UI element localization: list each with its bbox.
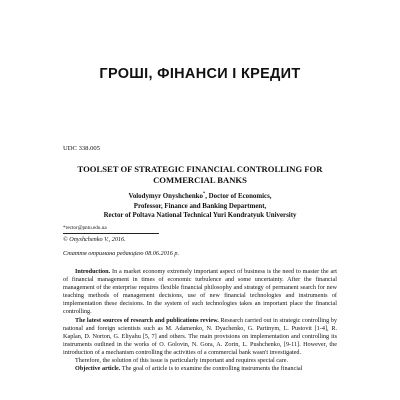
author-degree: , Doctor of Economics, (205, 193, 272, 200)
author-block (70, 192, 330, 221)
author-name-line (70, 192, 330, 202)
body-paragraph (63, 317, 337, 357)
paragraph-lead: The latest sources of research and publications review. (75, 316, 219, 324)
article-title-line: TOOLSET OF STRATEGIC FINANCIAL CONTROLLING FOR (77, 164, 323, 174)
article-title-line: COMMERCIAL BANKS (153, 175, 247, 185)
udc-code: UDC 338.005 (63, 145, 100, 152)
article-title (60, 164, 340, 186)
paragraph-text: In a market economy extremely important aspect of business is the need to master the art of financial management in times of economic turbulence and some uncertainty. After the financial management of the enterprise requires flexible financial philosophy and strategy of permanent search for new teaching methods of management decisions, use of new financial technologies and instruments of implementation these decisions. In the system of such technologies takes an important place the financial controlling. (63, 268, 337, 316)
body-paragraph (63, 357, 337, 365)
body-paragraph (63, 268, 337, 317)
author-position: Professor, Finance and Banking Department, (133, 202, 267, 210)
author-email: *rector@pntu.edu.ua (63, 225, 107, 231)
received-date: Стаття отримана редакцією 08.06.2016 р. (63, 250, 180, 257)
paragraph-lead: Introduction. (75, 268, 111, 275)
author-name: Volodymyr Onyshchenko (128, 193, 203, 200)
divider (63, 233, 159, 234)
copyright-note: © Onyshchenko V., 2016. (63, 236, 126, 243)
journal-section-heading: ГРОШІ, ФІНАНСИ І КРЕДИТ (99, 66, 301, 82)
paragraph-text: Therefore, the solution of this issue is particularly important and requires special care. (75, 357, 289, 365)
author-mark: * (202, 190, 206, 196)
paragraph-lead: Objective article. (75, 365, 121, 373)
article-body (63, 268, 337, 373)
body-paragraph (63, 365, 337, 373)
author-affiliation: Rector of Poltava National Technical Yuri Kondratyuk University (103, 212, 297, 219)
paragraph-text: The goal of article is to examine the controlling instruments the financial (120, 365, 303, 373)
paragraph-text: Research carried out in strategic controlling by national and foreign scientists such as M. Adamenko, N. Dyachenko, G. Partinym, L. Pustovit [1-4], R. Kaplan, D. Norton, G. Eliyahu [5, 7] and others. The main provisions on implementation and controlling its instruments outlined in the works of O. Golovin, N. Gora, A. Zorin, L. Pushchenko, [9-11]. However, the introduction of a mechanism controlling the activities of a commercial bank wasn't investigated. (63, 316, 337, 356)
